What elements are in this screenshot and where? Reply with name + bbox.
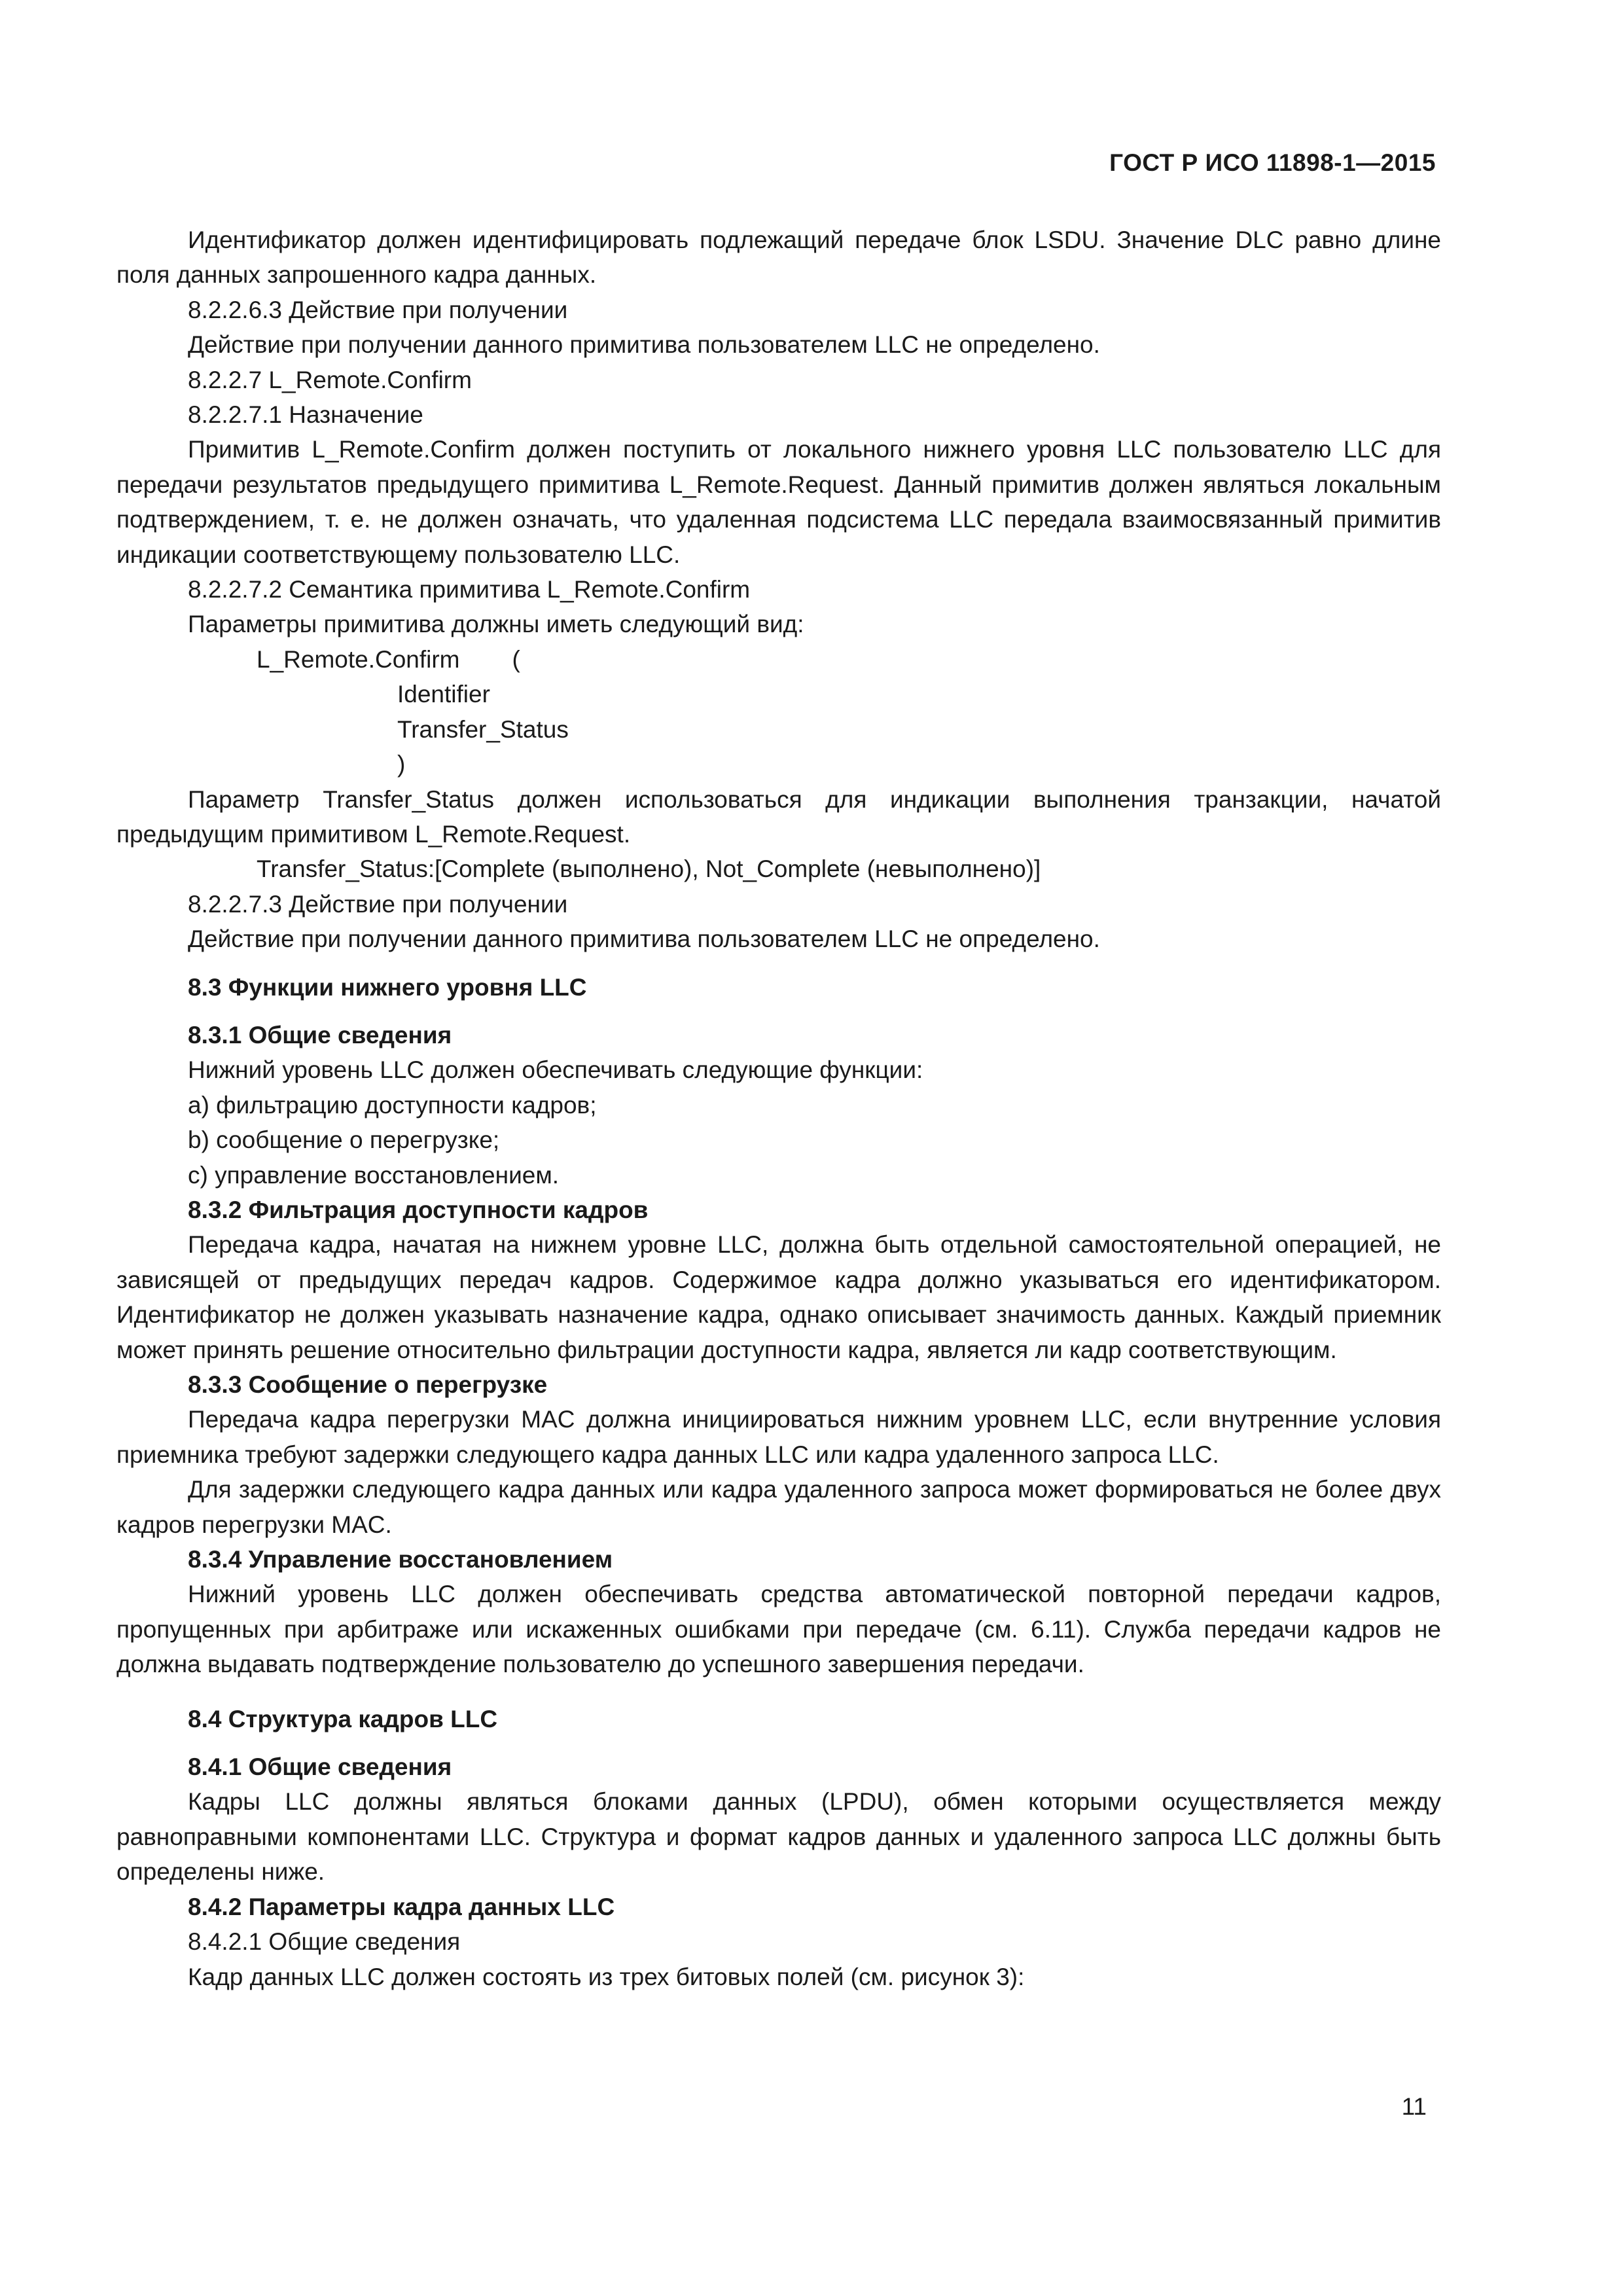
primitive-name: L_Remote.Confirm — [257, 645, 460, 673]
primitive-param: Transfer_Status — [397, 715, 569, 743]
paragraph: Действие при получении данного примитива пользователем LLC не определено. — [188, 331, 1100, 359]
paragraph: Для задержки следующего кадра данных или кадра удаленного запроса может формироваться не более двух кадров перегрузки MAC. — [116, 1476, 1441, 1538]
list-item: a) фильтрацию доступности кадров; — [188, 1091, 597, 1119]
document-id-header: ГОСТ Р ИСО 11898-1—2015 — [1109, 149, 1436, 176]
list-item: b) сообщение о перегрузке; — [188, 1126, 500, 1154]
paragraph: Кадр данных LLC должен состоять из трех битовых полей (см. рисунок 3): — [188, 1963, 1025, 1990]
paragraph: Нижний уровень LLC должен обеспечивать следующие функции: — [188, 1056, 923, 1084]
subsection-heading: 8.3.3 Сообщение о перегрузке — [188, 1371, 548, 1398]
section-heading: 8.4 Структура кадров LLC — [188, 1705, 498, 1732]
paragraph: Передача кадра перегрузки MAC должна инициироваться нижним уровнем LLC, если внутренние условия приемника требуют задержки следующего кадра данных LLC или кадра удаленного запроса LLC. — [116, 1406, 1441, 1468]
paragraph: Действие при получении данного примитива пользователем LLC не определено. — [188, 925, 1100, 953]
clause-heading: 8.2.2.7.2 Семантика примитива L_Remote.Confirm — [188, 576, 751, 603]
subsection-heading: 8.3.1 Общие сведения — [188, 1021, 452, 1049]
primitive-param: Identifier — [397, 681, 490, 708]
close-paren: ) — [397, 751, 406, 778]
section-heading: 8.3 Функции нижнего уровня LLC — [188, 973, 587, 1001]
clause-heading: 8.4.2.1 Общие сведения — [188, 1928, 461, 1956]
subsection-heading: 8.3.4 Управление восстановлением — [188, 1546, 613, 1573]
primitive-signature — [116, 642, 1441, 677]
document-body — [116, 223, 1441, 1994]
subsection-heading: 8.3.2 Фильтрация доступности кадров — [188, 1196, 649, 1223]
list-item: c) управление восстановлением. — [188, 1161, 560, 1189]
clause-heading: 8.2.2.6.3 Действие при получении — [188, 296, 568, 323]
paragraph: Передача кадра, начатая на нижнем уровне LLC, должна быть отдельной самостоятельной операцией, не зависящей от предыдущих передач кадров. Содержимое кадра должно указываться его идентификатором. Идентификатор не должен указывать назначение кадра, однако описывает значимость данных. Каждый приемник может принять решение относительно фильтрации доступности кадра, является ли кадр соответствующим. — [116, 1231, 1441, 1363]
open-paren: ( — [512, 645, 520, 673]
paragraph: Примитив L_Remote.Confirm должен поступить от локального нижнего уровня LLC пользователю LLC для передачи результатов предыдущего примитива L_Remote.Request. Данный примитив должен являться локальным подтверждением, т. е. не должен означать, что удаленная подсистема LLC передала взаимосвязанный примитив индикации соответствующему пользователю LLC. — [116, 436, 1441, 568]
transfer-status-values: Transfer_Status:[Complete (выполнено), Not_Complete (невыполнено)] — [257, 855, 1041, 883]
page-number: 11 — [1401, 2093, 1427, 2120]
clause-heading: 8.2.2.7.3 Действие при получении — [188, 890, 568, 918]
clause-heading: 8.2.2.7.1 Назначение — [188, 401, 423, 429]
paragraph: Параметр Transfer_Status должен использоваться для индикации выполнения транзакции, начатой предыдущим примитивом L_Remote.Request. — [116, 785, 1441, 848]
clause-heading: 8.2.2.7 L_Remote.Confirm — [188, 366, 472, 393]
subsection-heading: 8.4.1 Общие сведения — [188, 1753, 452, 1781]
subsection-heading: 8.4.2 Параметры кадра данных LLC — [188, 1893, 615, 1920]
paragraph: Идентификатор должен идентифицировать подлежащий передаче блок LSDU. Значение DLC равно длине поля данных запрошенного кадра данных. — [116, 226, 1441, 289]
paragraph: Нижний уровень LLC должен обеспечивать средства автоматической повторной передачи кадров, пропущенных при арбитраже или искаженных ошибками при передаче (см. 6.11). Служба передачи кадров не должна выдавать подтверждение пользователю до успешного завершения передачи. — [116, 1581, 1441, 1678]
paragraph: Кадры LLC должны являться блоками данных (LPDU), обмен которыми осуществляется между равноправными компонентами LLC. Структура и формат кадров данных и удаленного запроса LLC должны быть определены ниже. — [116, 1788, 1441, 1886]
paragraph: Параметры примитива должны иметь следующий вид: — [188, 611, 804, 638]
